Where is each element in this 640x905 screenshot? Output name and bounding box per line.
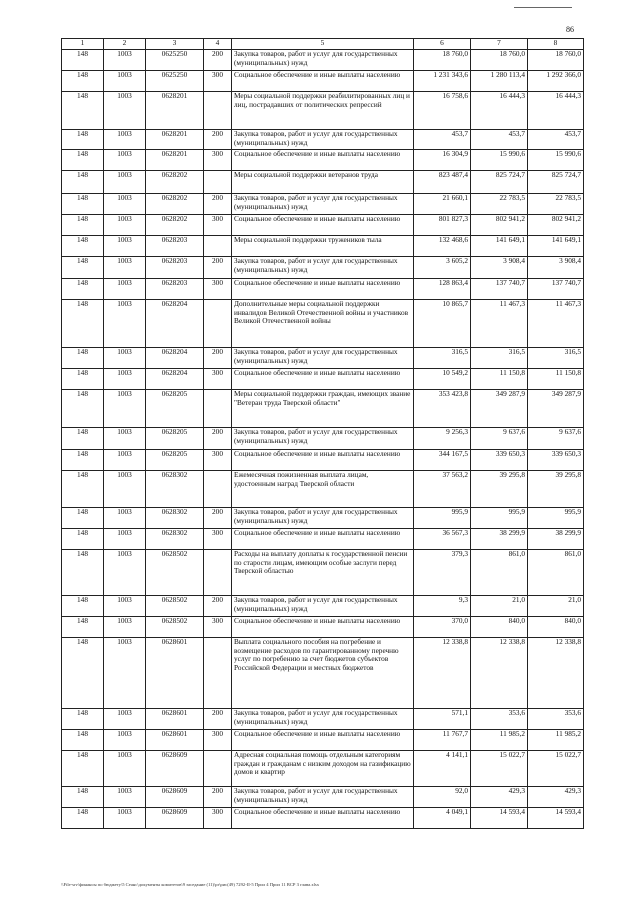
cell-expense-type: 300 bbox=[204, 529, 232, 550]
cell-expense-type: 300 bbox=[204, 150, 232, 171]
cell-description: Меры социальной поддержки тружеников тыла bbox=[232, 236, 414, 257]
cell-ministry-code: 148 bbox=[62, 71, 104, 92]
cell-section-code: 1003 bbox=[104, 450, 146, 471]
cell-description: Социальное обеспечение и иные выплаты населению bbox=[232, 71, 414, 92]
table-row bbox=[62, 471, 584, 508]
cell-value-8: 18 760,0 bbox=[528, 50, 584, 71]
cell-value-6: 37 563,2 bbox=[414, 471, 471, 508]
cell-target-article: 0628205 bbox=[146, 390, 204, 428]
cell-description: Ежемесячная пожизненная выплата лицам, удостоенным наград Тверской области bbox=[232, 471, 414, 508]
cell-value-8: 1 292 366,0 bbox=[528, 71, 584, 92]
cell-target-article: 0628201 bbox=[146, 150, 204, 171]
cell-target-article: 0625250 bbox=[146, 71, 204, 92]
table-row bbox=[62, 638, 584, 709]
cell-value-6: 92,0 bbox=[414, 787, 471, 808]
cell-value-6: 36 567,3 bbox=[414, 529, 471, 550]
cell-section-code: 1003 bbox=[104, 730, 146, 751]
cell-target-article: 0628601 bbox=[146, 638, 204, 709]
cell-ministry-code: 148 bbox=[62, 92, 104, 130]
cell-description: Социальное обеспечение и иные выплаты населению bbox=[232, 529, 414, 550]
cell-description: Социальное обеспечение и иные выплаты населению bbox=[232, 150, 414, 171]
budget-table bbox=[61, 38, 584, 829]
cell-ministry-code: 148 bbox=[62, 638, 104, 709]
cell-value-7: 18 760,0 bbox=[471, 50, 528, 71]
cell-value-6: 128 863,4 bbox=[414, 279, 471, 300]
cell-target-article: 0628502 bbox=[146, 617, 204, 638]
cell-value-7: 38 299,9 bbox=[471, 529, 528, 550]
cell-value-6: 453,7 bbox=[414, 130, 471, 150]
cell-description: Закупка товаров, работ и услуг для государственных (муниципальных) нужд bbox=[232, 709, 414, 730]
cell-target-article: 0628204 bbox=[146, 348, 204, 369]
cell-description: Социальное обеспечение и иные выплаты населению bbox=[232, 279, 414, 300]
cell-value-7: 12 338,8 bbox=[471, 638, 528, 709]
cell-description: Меры социальной поддержки ветеранов труда bbox=[232, 171, 414, 194]
table-row bbox=[62, 236, 584, 257]
cell-value-8: 15 022,7 bbox=[528, 751, 584, 787]
cell-section-code: 1003 bbox=[104, 257, 146, 279]
cell-value-8: 995,9 bbox=[528, 508, 584, 529]
cell-expense-type bbox=[204, 236, 232, 257]
cell-value-8: 861,0 bbox=[528, 550, 584, 596]
cell-value-7: 349 287,9 bbox=[471, 390, 528, 428]
table-header-row bbox=[62, 39, 584, 50]
cell-value-8: 3 908,4 bbox=[528, 257, 584, 279]
col-header-3: 3 bbox=[146, 39, 204, 50]
cell-expense-type: 200 bbox=[204, 596, 232, 617]
cell-ministry-code: 148 bbox=[62, 50, 104, 71]
table-row bbox=[62, 348, 584, 369]
table-row bbox=[62, 709, 584, 730]
cell-value-8: 141 649,1 bbox=[528, 236, 584, 257]
cell-target-article: 0628204 bbox=[146, 300, 204, 348]
table-row bbox=[62, 550, 584, 596]
file-path-footer: \\File-srv\финансы по бюджету\5 Сеанс\документы комитетов\9 заседание (11)\pr\рис(49) 7292-II-5 Прил 4 Прил 11 ВСР 3 глава.xlsx bbox=[61, 882, 320, 887]
table-row bbox=[62, 130, 584, 150]
cell-value-7: 11 467,3 bbox=[471, 300, 528, 348]
cell-value-7: 141 649,1 bbox=[471, 236, 528, 257]
cell-target-article: 0628202 bbox=[146, 215, 204, 236]
cell-value-7: 14 593,4 bbox=[471, 808, 528, 829]
cell-value-8: 21,0 bbox=[528, 596, 584, 617]
cell-section-code: 1003 bbox=[104, 369, 146, 390]
cell-description: Выплата социального пособия на погребение и возмещение расходов по гарантированному перечню услуг по погребению за счет бюджетов субъектов Российской Федерации и местных бюджетов bbox=[232, 638, 414, 709]
cell-value-6: 16 758,6 bbox=[414, 92, 471, 130]
table-row bbox=[62, 257, 584, 279]
cell-value-6: 4 141,1 bbox=[414, 751, 471, 787]
cell-value-6: 132 468,6 bbox=[414, 236, 471, 257]
cell-ministry-code: 148 bbox=[62, 194, 104, 215]
cell-target-article: 0628302 bbox=[146, 471, 204, 508]
cell-expense-type bbox=[204, 171, 232, 194]
cell-value-8: 9 637,6 bbox=[528, 428, 584, 450]
cell-value-8: 802 941,2 bbox=[528, 215, 584, 236]
cell-value-8: 22 783,5 bbox=[528, 194, 584, 215]
cell-target-article: 0628201 bbox=[146, 92, 204, 130]
cell-target-article: 0628601 bbox=[146, 709, 204, 730]
cell-target-article: 0628601 bbox=[146, 730, 204, 751]
cell-ministry-code: 148 bbox=[62, 529, 104, 550]
table-row bbox=[62, 751, 584, 787]
cell-value-8: 353,6 bbox=[528, 709, 584, 730]
cell-description: Социальное обеспечение и иные выплаты населению bbox=[232, 617, 414, 638]
cell-value-8: 137 740,7 bbox=[528, 279, 584, 300]
cell-value-8: 14 593,4 bbox=[528, 808, 584, 829]
cell-expense-type bbox=[204, 92, 232, 130]
cell-ministry-code: 148 bbox=[62, 171, 104, 194]
cell-description: Дополнительные меры социальной поддержки инвалидов Великой Отечественной войны и участников Великой Отечественной войны bbox=[232, 300, 414, 348]
cell-section-code: 1003 bbox=[104, 787, 146, 808]
cell-target-article: 0628203 bbox=[146, 257, 204, 279]
cell-value-6: 4 049,1 bbox=[414, 808, 471, 829]
cell-expense-type bbox=[204, 390, 232, 428]
cell-expense-type: 200 bbox=[204, 130, 232, 150]
cell-description: Закупка товаров, работ и услуг для государственных (муниципальных) нужд bbox=[232, 50, 414, 71]
cell-description: Закупка товаров, работ и услуг для государственных (муниципальных) нужд bbox=[232, 257, 414, 279]
cell-value-8: 11 985,2 bbox=[528, 730, 584, 751]
cell-ministry-code: 148 bbox=[62, 787, 104, 808]
cell-description: Закупка товаров, работ и услуг для государственных (муниципальных) нужд bbox=[232, 130, 414, 150]
cell-value-8: 316,5 bbox=[528, 348, 584, 369]
table-row bbox=[62, 150, 584, 171]
cell-value-6: 1 231 343,6 bbox=[414, 71, 471, 92]
cell-value-7: 995,9 bbox=[471, 508, 528, 529]
cell-target-article: 0628204 bbox=[146, 369, 204, 390]
cell-target-article: 0628203 bbox=[146, 236, 204, 257]
cell-value-7: 21,0 bbox=[471, 596, 528, 617]
cell-value-6: 344 167,5 bbox=[414, 450, 471, 471]
cell-value-8: 11 150,8 bbox=[528, 369, 584, 390]
cell-expense-type: 200 bbox=[204, 348, 232, 369]
cell-value-7: 9 637,6 bbox=[471, 428, 528, 450]
table-row bbox=[62, 617, 584, 638]
cell-target-article: 0628201 bbox=[146, 130, 204, 150]
cell-value-6: 353 423,8 bbox=[414, 390, 471, 428]
cell-value-7: 22 783,5 bbox=[471, 194, 528, 215]
cell-value-7: 316,5 bbox=[471, 348, 528, 369]
cell-ministry-code: 148 bbox=[62, 236, 104, 257]
cell-value-8: 339 650,3 bbox=[528, 450, 584, 471]
cell-description: Меры социальной поддержки граждан, имеющих звание "Ветеран труда Тверской области" bbox=[232, 390, 414, 428]
cell-expense-type: 200 bbox=[204, 787, 232, 808]
cell-value-7: 39 295,8 bbox=[471, 471, 528, 508]
cell-description: Социальное обеспечение и иные выплаты населению bbox=[232, 450, 414, 471]
cell-value-6: 571,1 bbox=[414, 709, 471, 730]
cell-ministry-code: 148 bbox=[62, 348, 104, 369]
cell-value-8: 38 299,9 bbox=[528, 529, 584, 550]
cell-section-code: 1003 bbox=[104, 638, 146, 709]
cell-section-code: 1003 bbox=[104, 508, 146, 529]
cell-description: Социальное обеспечение и иные выплаты населению bbox=[232, 215, 414, 236]
cell-ministry-code: 148 bbox=[62, 300, 104, 348]
cell-value-7: 802 941,2 bbox=[471, 215, 528, 236]
cell-section-code: 1003 bbox=[104, 471, 146, 508]
cell-value-6: 16 304,9 bbox=[414, 150, 471, 171]
cell-description: Закупка товаров, работ и услуг для государственных (муниципальных) нужд bbox=[232, 787, 414, 808]
cell-expense-type: 200 bbox=[204, 257, 232, 279]
cell-expense-type: 300 bbox=[204, 369, 232, 390]
table-row bbox=[62, 50, 584, 71]
cell-ministry-code: 148 bbox=[62, 150, 104, 171]
cell-section-code: 1003 bbox=[104, 348, 146, 369]
table-row bbox=[62, 279, 584, 300]
table-row bbox=[62, 450, 584, 471]
cell-section-code: 1003 bbox=[104, 194, 146, 215]
cell-ministry-code: 148 bbox=[62, 279, 104, 300]
cell-value-6: 11 767,7 bbox=[414, 730, 471, 751]
table-row bbox=[62, 92, 584, 130]
cell-value-7: 453,7 bbox=[471, 130, 528, 150]
cell-section-code: 1003 bbox=[104, 808, 146, 829]
cell-expense-type: 300 bbox=[204, 279, 232, 300]
cell-ministry-code: 148 bbox=[62, 550, 104, 596]
cell-expense-type: 300 bbox=[204, 617, 232, 638]
cell-section-code: 1003 bbox=[104, 617, 146, 638]
col-header-7: 7 bbox=[471, 39, 528, 50]
cell-description: Социальное обеспечение и иные выплаты населению bbox=[232, 730, 414, 751]
cell-ministry-code: 148 bbox=[62, 508, 104, 529]
col-header-4: 4 bbox=[204, 39, 232, 50]
cell-value-7: 1 280 113,4 bbox=[471, 71, 528, 92]
cell-value-6: 379,3 bbox=[414, 550, 471, 596]
cell-section-code: 1003 bbox=[104, 171, 146, 194]
cell-value-7: 429,3 bbox=[471, 787, 528, 808]
col-header-2: 2 bbox=[104, 39, 146, 50]
cell-ministry-code: 148 bbox=[62, 369, 104, 390]
cell-value-7: 840,0 bbox=[471, 617, 528, 638]
cell-value-8: 15 990,6 bbox=[528, 150, 584, 171]
cell-expense-type: 300 bbox=[204, 730, 232, 751]
cell-target-article: 0628302 bbox=[146, 508, 204, 529]
cell-ministry-code: 148 bbox=[62, 617, 104, 638]
cell-expense-type bbox=[204, 751, 232, 787]
cell-ministry-code: 148 bbox=[62, 471, 104, 508]
cell-section-code: 1003 bbox=[104, 550, 146, 596]
cell-target-article: 0628205 bbox=[146, 450, 204, 471]
cell-expense-type: 200 bbox=[204, 50, 232, 71]
cell-value-8: 453,7 bbox=[528, 130, 584, 150]
cell-target-article: 0628609 bbox=[146, 787, 204, 808]
cell-ministry-code: 148 bbox=[62, 428, 104, 450]
cell-target-article: 0628302 bbox=[146, 529, 204, 550]
cell-expense-type: 200 bbox=[204, 709, 232, 730]
cell-value-6: 3 605,2 bbox=[414, 257, 471, 279]
cell-expense-type bbox=[204, 638, 232, 709]
cell-description: Закупка товаров, работ и услуг для государственных (муниципальных) нужд bbox=[232, 194, 414, 215]
cell-expense-type bbox=[204, 471, 232, 508]
table-row bbox=[62, 730, 584, 751]
cell-section-code: 1003 bbox=[104, 596, 146, 617]
cell-expense-type: 300 bbox=[204, 215, 232, 236]
cell-target-article: 0628502 bbox=[146, 596, 204, 617]
cell-expense-type: 300 bbox=[204, 450, 232, 471]
cell-value-6: 9,3 bbox=[414, 596, 471, 617]
cell-description: Адресная социальная помощь отдельным категориям граждан и гражданам с низким доходом на газификацию домов и квартир bbox=[232, 751, 414, 787]
cell-value-8: 39 295,8 bbox=[528, 471, 584, 508]
cell-value-6: 316,5 bbox=[414, 348, 471, 369]
cell-section-code: 1003 bbox=[104, 150, 146, 171]
cell-value-7: 137 740,7 bbox=[471, 279, 528, 300]
cell-target-article: 0628202 bbox=[146, 194, 204, 215]
cell-value-6: 801 827,3 bbox=[414, 215, 471, 236]
table-row bbox=[62, 428, 584, 450]
cell-expense-type: 200 bbox=[204, 194, 232, 215]
cell-description: Закупка товаров, работ и услуг для государственных (муниципальных) нужд bbox=[232, 348, 414, 369]
table-row bbox=[62, 787, 584, 808]
cell-value-6: 995,9 bbox=[414, 508, 471, 529]
col-header-1: 1 bbox=[62, 39, 104, 50]
cell-expense-type bbox=[204, 550, 232, 596]
cell-value-7: 353,6 bbox=[471, 709, 528, 730]
cell-section-code: 1003 bbox=[104, 529, 146, 550]
table-row bbox=[62, 215, 584, 236]
cell-section-code: 1003 bbox=[104, 92, 146, 130]
cell-value-7: 15 990,6 bbox=[471, 150, 528, 171]
cell-section-code: 1003 bbox=[104, 50, 146, 71]
cell-value-6: 823 487,4 bbox=[414, 171, 471, 194]
cell-description: Социальное обеспечение и иные выплаты населению bbox=[232, 369, 414, 390]
cell-value-7: 11 150,8 bbox=[471, 369, 528, 390]
cell-section-code: 1003 bbox=[104, 279, 146, 300]
cell-section-code: 1003 bbox=[104, 71, 146, 92]
cell-target-article: 0628203 bbox=[146, 279, 204, 300]
cell-description: Социальное обеспечение и иные выплаты населению bbox=[232, 808, 414, 829]
cell-value-6: 18 760,0 bbox=[414, 50, 471, 71]
cell-value-7: 3 908,4 bbox=[471, 257, 528, 279]
cell-value-8: 12 338,8 bbox=[528, 638, 584, 709]
cell-target-article: 0628609 bbox=[146, 751, 204, 787]
cell-value-8: 429,3 bbox=[528, 787, 584, 808]
cell-target-article: 0628502 bbox=[146, 550, 204, 596]
col-header-6: 6 bbox=[414, 39, 471, 50]
cell-ministry-code: 148 bbox=[62, 808, 104, 829]
cell-value-7: 861,0 bbox=[471, 550, 528, 596]
table-row bbox=[62, 71, 584, 92]
table-row bbox=[62, 194, 584, 215]
cell-expense-type: 300 bbox=[204, 71, 232, 92]
cell-ministry-code: 148 bbox=[62, 596, 104, 617]
cell-target-article: 0625250 bbox=[146, 50, 204, 71]
cell-target-article: 0628202 bbox=[146, 171, 204, 194]
cell-section-code: 1003 bbox=[104, 300, 146, 348]
cell-ministry-code: 148 bbox=[62, 450, 104, 471]
cell-value-7: 15 022,7 bbox=[471, 751, 528, 787]
cell-expense-type: 200 bbox=[204, 508, 232, 529]
col-header-8: 8 bbox=[528, 39, 584, 50]
cell-value-7: 11 985,2 bbox=[471, 730, 528, 751]
table-row bbox=[62, 171, 584, 194]
cell-description: Закупка товаров, работ и услуг для государственных (муниципальных) нужд bbox=[232, 428, 414, 450]
cell-ministry-code: 148 bbox=[62, 730, 104, 751]
cell-value-6: 9 256,3 bbox=[414, 428, 471, 450]
table-row bbox=[62, 369, 584, 390]
cell-description: Закупка товаров, работ и услуг для государственных (муниципальных) нужд bbox=[232, 596, 414, 617]
cell-expense-type: 200 bbox=[204, 428, 232, 450]
cell-value-7: 825 724,7 bbox=[471, 171, 528, 194]
cell-ministry-code: 148 bbox=[62, 751, 104, 787]
cell-value-7: 339 650,3 bbox=[471, 450, 528, 471]
table-row bbox=[62, 300, 584, 348]
cell-section-code: 1003 bbox=[104, 390, 146, 428]
cell-target-article: 0628609 bbox=[146, 808, 204, 829]
cell-value-8: 16 444,3 bbox=[528, 92, 584, 130]
cell-target-article: 0628205 bbox=[146, 428, 204, 450]
cell-value-8: 825 724,7 bbox=[528, 171, 584, 194]
cell-description: Закупка товаров, работ и услуг для государственных (муниципальных) нужд bbox=[232, 508, 414, 529]
cell-ministry-code: 148 bbox=[62, 709, 104, 730]
page-number: 86 bbox=[566, 25, 574, 34]
cell-section-code: 1003 bbox=[104, 428, 146, 450]
cell-value-8: 840,0 bbox=[528, 617, 584, 638]
cell-section-code: 1003 bbox=[104, 130, 146, 150]
cell-value-7: 16 444,3 bbox=[471, 92, 528, 130]
cell-section-code: 1003 bbox=[104, 709, 146, 730]
cell-ministry-code: 148 bbox=[62, 215, 104, 236]
cell-value-6: 12 338,8 bbox=[414, 638, 471, 709]
cell-value-6: 370,0 bbox=[414, 617, 471, 638]
table-row bbox=[62, 596, 584, 617]
cell-value-8: 349 287,9 bbox=[528, 390, 584, 428]
col-header-5: 5 bbox=[232, 39, 414, 50]
table-row bbox=[62, 390, 584, 428]
cell-value-8: 11 467,3 bbox=[528, 300, 584, 348]
table-row bbox=[62, 508, 584, 529]
cell-value-6: 21 660,1 bbox=[414, 194, 471, 215]
cell-ministry-code: 148 bbox=[62, 390, 104, 428]
cell-ministry-code: 148 bbox=[62, 257, 104, 279]
cell-expense-type bbox=[204, 300, 232, 348]
cell-ministry-code: 148 bbox=[62, 130, 104, 150]
cell-description: Расходы на выплату доплаты к государственной пенсии по старости лицам, имеющим особые заслуги перед Тверской областью bbox=[232, 550, 414, 596]
table-row bbox=[62, 808, 584, 829]
cell-value-6: 10 549,2 bbox=[414, 369, 471, 390]
cell-description: Меры социальной поддержки реабилитированных лиц и лиц, пострадавших от политических репрессий bbox=[232, 92, 414, 130]
cell-section-code: 1003 bbox=[104, 236, 146, 257]
cell-expense-type: 300 bbox=[204, 808, 232, 829]
table-row bbox=[62, 529, 584, 550]
cell-value-6: 10 865,7 bbox=[414, 300, 471, 348]
cell-section-code: 1003 bbox=[104, 751, 146, 787]
cell-section-code: 1003 bbox=[104, 215, 146, 236]
top-rule bbox=[514, 7, 572, 8]
